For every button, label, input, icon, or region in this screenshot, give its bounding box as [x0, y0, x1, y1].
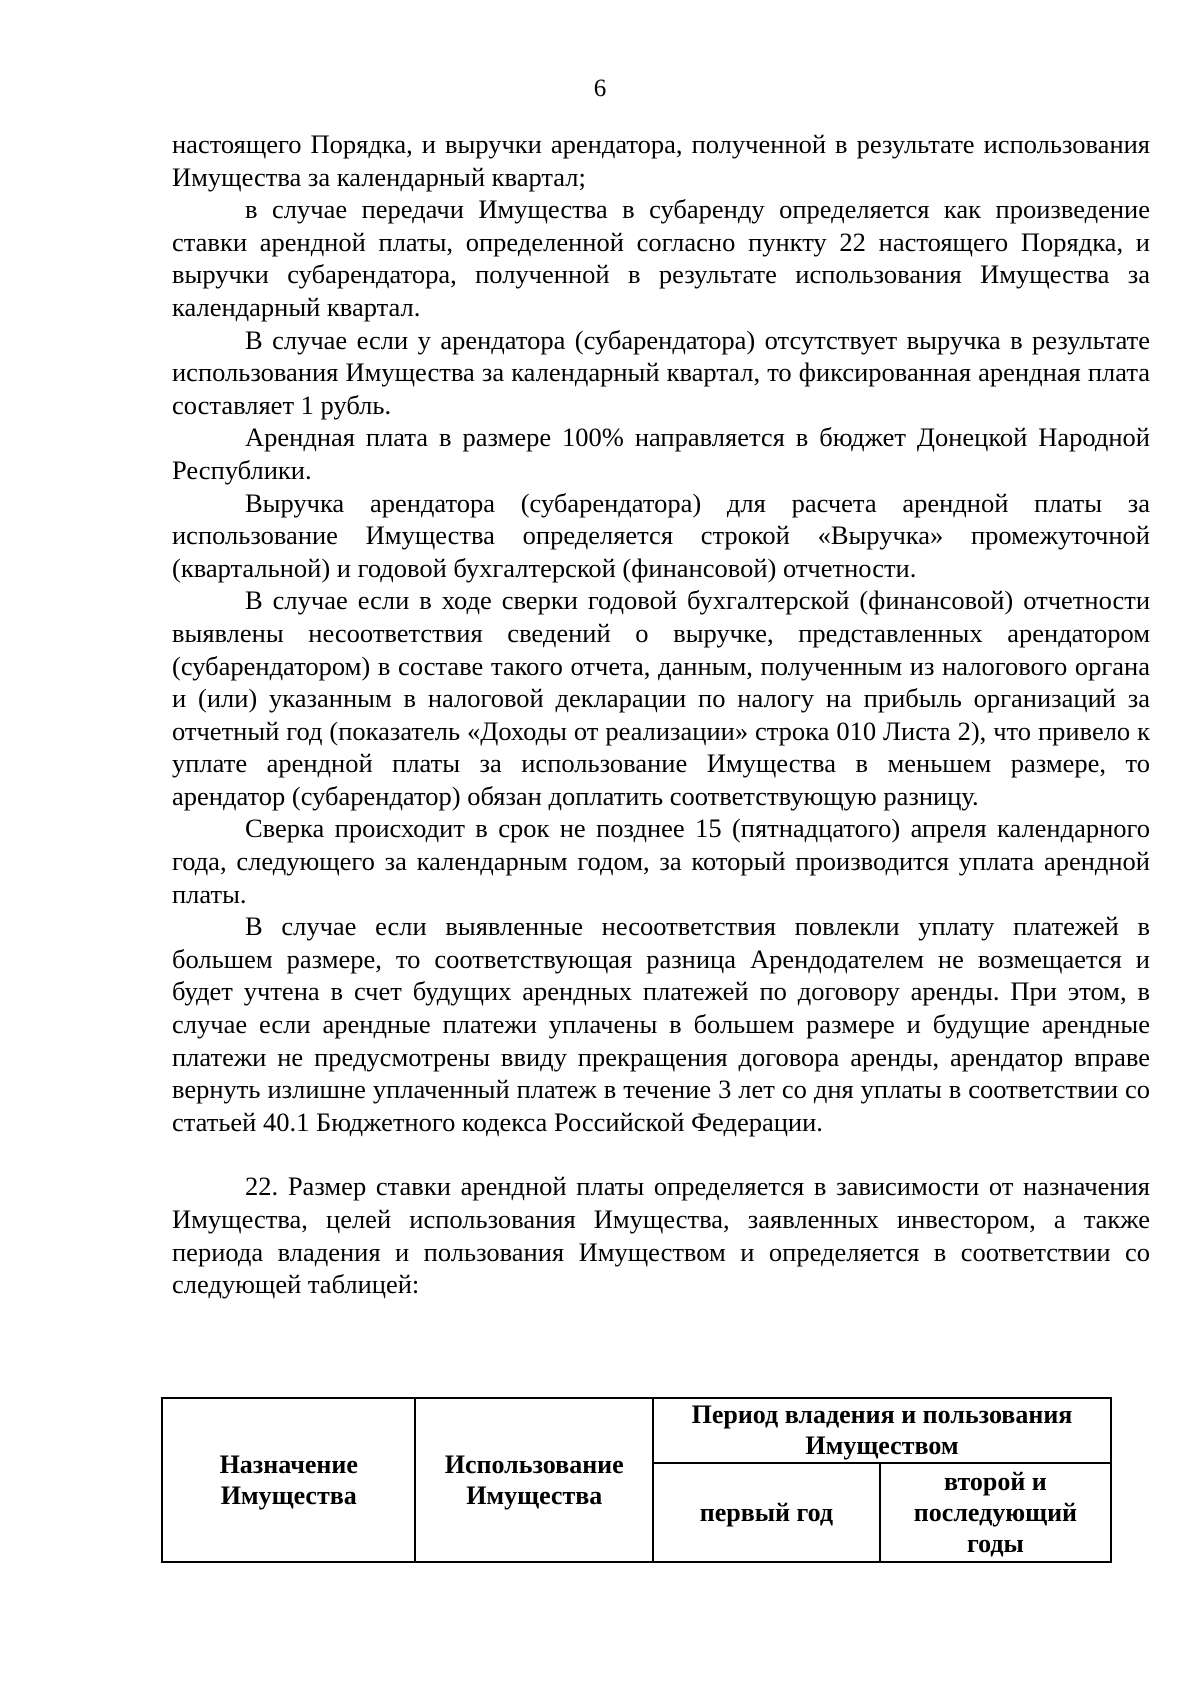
- header-purpose-cell: Назначение Имущества: [162, 1398, 415, 1562]
- paragraph: Сверка происходит в срок не позднее 15 (пятнадцатого) апреля календарного года, следующего за календарным годом, за который производится уплата арендной платы.: [172, 813, 1150, 909]
- page-number: 6: [593, 75, 607, 102]
- table-header-row: [162, 1398, 1111, 1463]
- paragraph-section-22: 22. Размер ставки арендной платы определяется в зависимости от назначения Имущества, целей использования Имущества, заявленных инвестором, а также периода владения и пользования Имуществом и определяется в соответствии со следующей таблицей:: [172, 1171, 1150, 1300]
- paragraph: в случае передачи Имущества в субаренду определяется как произведение ставки арендной платы, определенной согласно пункту 22 настоящего Порядка, и выручки субарендатора, полученной в результате использования Имущества за календарный квартал.: [172, 194, 1150, 322]
- body-text: [172, 128, 1150, 1301]
- paragraph: В случае если у арендатора (субарендатора) отсутствует выручка в результате использования Имущества за календарный квартал, то фиксированная арендная плата составляет 1 рубль.: [172, 324, 1150, 420]
- header-first-year-cell: первый год: [653, 1463, 880, 1562]
- header-period-cell: Период владения и пользования Имуществом: [653, 1398, 1111, 1463]
- paragraph: Выручка арендатора (субарендатора) для расчета арендной платы за использование Имущества определяется строкой «Выручка» промежуточной (квартальной) и годовой бухгалтерской (финансовой) отчетности.: [172, 487, 1150, 583]
- header-use-cell: Использование Имущества: [415, 1398, 653, 1562]
- paragraph: настоящего Порядка, и выручки арендатора, полученной в результате использования Имущества за календарный квартал;: [172, 129, 1150, 192]
- header-second-year-cell: второй и последующий годы: [880, 1463, 1111, 1562]
- paragraph: В случае если в ходе сверки годовой бухгалтерской (финансовой) отчетности выявлены несоответствия сведений о выручке, представленных арендатором (субарендатором) в составе такого отчета, данным, полученным из налогового органа и (или) указанным в налоговой декларации по налогу на прибыль организаций за отчетный год (показатель «Доходы от реализации» строка 010 Листа 2), что привело к уплате арендной платы за использование Имущества в меньшем размере, то арендатор (субарендатор) обязан доплатить соответствующую разницу.: [172, 585, 1150, 811]
- rent-rate-table: [161, 1397, 1112, 1563]
- paragraph: Арендная плата в размере 100% направляется в бюджет Донецкой Народной Республики.: [172, 422, 1150, 485]
- paragraph: В случае если выявленные несоответствия повлекли уплату платежей в большем размере, то соответствующая разница Арендодателем не возмещается и будет учтена в счет будущих арендных платежей по договору аренды. При этом, в случае если арендные платежи уплачены в большем размере и будущие арендные платежи не предусмотрены ввиду прекращения договора аренды, арендатор вправе вернуть излишне уплаченный платеж в течение 3 лет со дня уплаты в соответствии со статьей 40.1 Бюджетного кодекса Российской Федерации.: [172, 911, 1150, 1137]
